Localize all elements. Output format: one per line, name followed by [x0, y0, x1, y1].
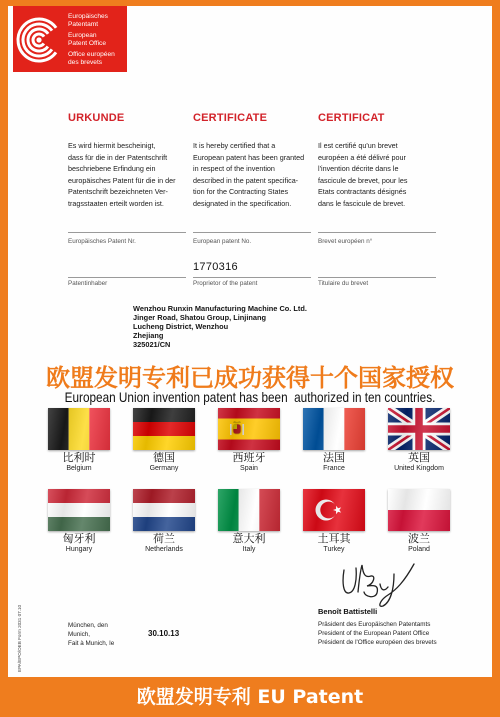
statement-line: europäisches Patent für die in der — [68, 175, 176, 185]
statement-line: tragsstaaten erteilt worden ist. — [68, 198, 164, 208]
place-line: München, den — [68, 622, 108, 629]
netherlands-flag-icon — [133, 489, 195, 531]
logo-group-fr — [68, 51, 115, 68]
country-name-chinese: 波兰 — [408, 532, 430, 545]
issue-date: 30.10.13 — [148, 629, 180, 638]
statement-line: fascicule de brevet, pour les — [318, 175, 408, 185]
statement-line: tion for the Contracting States — [193, 187, 289, 196]
country-spain — [210, 408, 288, 489]
country-name-chinese: 英国 — [408, 451, 430, 464]
proprietor-label-en: Proprietor of the patent — [193, 280, 258, 287]
proprietor-address — [133, 304, 307, 349]
place-line: Fait à Munich, le — [68, 640, 115, 647]
place-of-issue — [68, 621, 114, 648]
statement-line: Il est certifié qu'un brevet — [318, 141, 398, 150]
statement-line: beschriebene Erfindung ein — [68, 164, 156, 173]
statement-line: Patentschrift bezeichneten Ver- — [68, 187, 168, 196]
country-name-chinese: 匈牙利 — [62, 532, 96, 545]
divider — [318, 277, 436, 278]
logo-group-en — [68, 32, 115, 49]
signatory-title: Präsident des Europäischen Patentamts — [318, 621, 431, 628]
divider — [68, 232, 186, 233]
germany-flag-icon — [133, 408, 195, 450]
address-line: Zhejiang — [133, 331, 164, 340]
divider — [193, 232, 311, 233]
country-name-english: Spain — [240, 465, 258, 472]
statement-line: l'invention décrite dans le — [318, 164, 399, 173]
statement-line: Es wird hiermit bescheinigt, — [68, 141, 156, 150]
header-en: CERTIFICATE — [193, 112, 268, 124]
divider — [193, 277, 311, 278]
belgium-flag-icon — [48, 408, 110, 450]
logo-line: Office européen — [68, 50, 115, 58]
statement-line: dans le fascicule de brevet. — [318, 198, 406, 208]
statement-line: européen a été délivré pour — [318, 152, 406, 162]
logo-line: Europäisches — [68, 13, 108, 20]
france-flag-icon — [303, 408, 365, 450]
statement-line: It is hereby certified that a — [193, 141, 276, 150]
epo-logo-text — [68, 13, 115, 69]
logo-line: des brevets — [68, 58, 103, 66]
statement-fr — [318, 140, 408, 209]
country-united-kingdom — [380, 408, 458, 489]
patent-number: 1770316 — [193, 261, 238, 273]
country-name-english: Netherlands — [145, 546, 183, 553]
signatory-name: Benoît Battistelli — [318, 607, 378, 616]
country-name-chinese: 比利时 — [62, 451, 96, 464]
country-italy — [210, 489, 288, 570]
country-belgium — [40, 408, 118, 489]
country-name-english: France — [323, 465, 345, 472]
statement-line: European patent has been granted — [193, 152, 305, 162]
country-name-chinese: 土耳其 — [317, 532, 351, 545]
statement-line: dass für die in der Patentschrift — [68, 152, 168, 162]
header-de: URKUNDE — [68, 112, 125, 124]
country-name-english: Poland — [408, 546, 430, 553]
poland-flag-icon — [388, 489, 450, 531]
uk-flag-icon — [388, 408, 450, 450]
country-hungary — [40, 489, 118, 570]
place-line: Munich, — [68, 631, 91, 638]
patent-number-label-fr: Brevet européen n° — [318, 238, 373, 245]
country-name-english: Germany — [149, 465, 179, 472]
country-name-english: Turkey — [323, 546, 345, 553]
country-name-chinese: 西班牙 — [232, 451, 266, 464]
address-line: Wenzhou Runxin Manufacturing Machine Co. Ltd. — [133, 304, 307, 313]
signature-icon — [334, 556, 418, 610]
statement-line: described in the patent specifica- — [193, 175, 299, 185]
footer-banner: 欧盟发明专利 EU Patent — [136, 686, 364, 708]
country-france — [295, 408, 373, 489]
address-line: Lucheng District, Wenzhou — [133, 322, 229, 331]
italy-flag-icon — [218, 489, 280, 531]
proprietor-label-de: Patentinhaber — [68, 280, 108, 287]
patent-number-label-de: Europäisches Patent Nr. — [68, 238, 136, 245]
statement-line: designated in the specification. — [193, 198, 292, 208]
signatory-title: Président de l'Office européen des brevets — [318, 639, 437, 646]
logo-group-de — [68, 13, 115, 30]
logo-line: European — [68, 31, 97, 39]
address-line: 325021/CN — [133, 340, 171, 349]
form-code: EPA/EPO/OEB Form 2031 07.10 — [17, 604, 22, 672]
headline-chinese: 欧盟发明专利已成功获得十个国家授权 — [46, 364, 454, 392]
statement-line: Etats contractants désignés — [318, 187, 407, 196]
patent-number-label-en: European patent No. — [193, 238, 252, 245]
epo-logo-icon — [15, 9, 65, 69]
country-name-chinese: 荷兰 — [153, 532, 175, 545]
proprietor-label-fr: Titulaire du brevet — [318, 280, 369, 287]
address-line: Jinger Road, Shatou Group, Linjinang — [133, 313, 267, 322]
country-flags-grid — [40, 408, 458, 570]
country-netherlands — [125, 489, 203, 570]
signatory-title: President of the European Patent Office — [318, 630, 430, 637]
header-fr: CERTIFICAT — [318, 112, 385, 124]
country-name-english: Hungary — [65, 546, 93, 553]
country-germany — [125, 408, 203, 489]
country-name-chinese: 意大利 — [232, 532, 266, 545]
hungary-flag-icon — [48, 489, 110, 531]
headline-english: European Union invention patent has been authorized in ten countries. — [64, 389, 436, 405]
statement-de — [68, 140, 175, 209]
country-name-chinese: 法国 — [323, 451, 345, 464]
spain-flag-icon — [218, 408, 280, 450]
statement-line: in respect of the invention — [193, 164, 275, 173]
country-name-chinese: 德国 — [153, 451, 175, 464]
signatory-titles — [318, 620, 437, 647]
turkey-flag-icon — [303, 489, 365, 531]
epo-logo — [13, 6, 127, 72]
country-name-english: Italy — [242, 546, 256, 553]
divider — [318, 232, 436, 233]
logo-line: Patentamt — [68, 21, 99, 29]
logo-line: Patent Office — [68, 40, 106, 48]
country-name-english: Belgium — [66, 465, 92, 472]
divider — [68, 277, 186, 278]
statement-en — [193, 140, 304, 209]
country-name-english: United Kingdom — [394, 465, 444, 472]
